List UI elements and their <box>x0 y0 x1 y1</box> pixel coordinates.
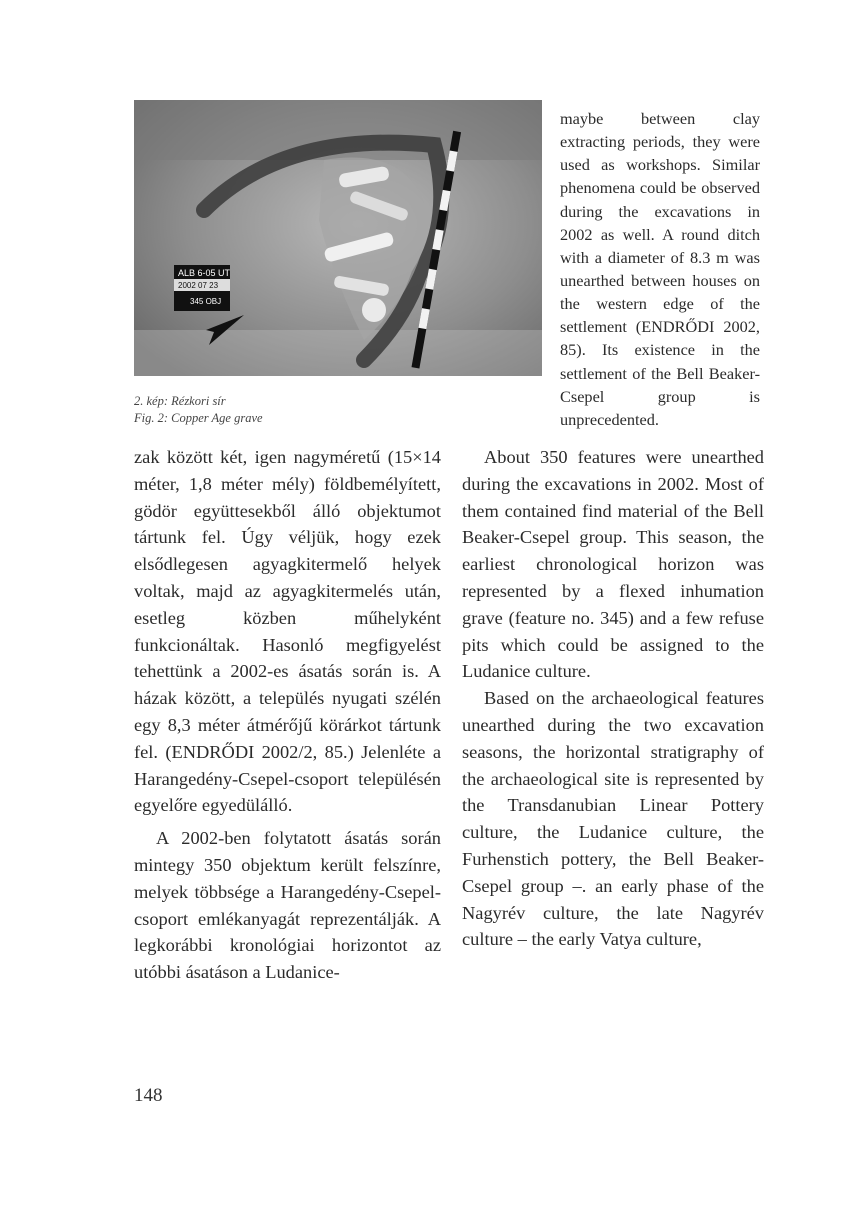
right-column-top <box>560 107 760 431</box>
sign-line-3: 345 OBJ <box>190 297 222 306</box>
sign-line-1: ALB 6-05 UT <box>178 268 231 278</box>
figure-caption-en: Fig. 2: Copper Age grave <box>134 411 263 425</box>
left-paragraph-1: zak között két, igen nagyméretű (15×14 méter, 1,8 méter mély) földbemélyített, gödör együttesekből álló objektumot tártunk fel. Úgy véljük, hogy ezek elsődlegesen agyagkitermelő helyek voltak, majd az agyagkitermelés után, esetleg közben műhelyként funkcionáltak. Hasonló megfigyelést tehettünk a 2002-es ásatás során is. A házak között, a település nyugati szélén egy 8,3 méter átmérőjű körárkot tártunk fel. (ENDRŐDI 2002/2, 85.) Jelenléte a Harangedény-Csepel-csoport településén egyelőre egyedülálló. <box>134 447 441 816</box>
grave-photo-illustration <box>134 100 542 376</box>
excavation-sign <box>174 265 231 311</box>
sign-line-2: 2002 07 23 <box>178 281 219 290</box>
left-paragraph-2: A 2002-ben folytatott ásatás során mintegy 350 objektum került felszínre, melyek többsége a Harangedény-Csepel-csoport emlékanyagát reprezentálják. A legkorábbi kronológiai horizontot az utóbbi ásatáson a Ludanice- <box>134 828 441 983</box>
right-paragraph-2: About 350 features were unearthed during the excavations in 2002. Most of them contained find material of the Bell Beaker-Csepel group. This season, the earliest chronological horizon was represented by a flexed inhumation grave (feature no. 345) and a few refuse pits which could be assigned to the Ludanice culture. <box>462 447 764 682</box>
right-column-bottom <box>462 444 764 953</box>
excavation-photo <box>134 100 542 376</box>
page-number: 148 <box>134 1085 163 1106</box>
left-column <box>134 444 441 986</box>
right-paragraph-3: Based on the archaeological features unearthed during the two excavation seasons, the horizontal stratigraphy of the archaeological site is represented by the Transdanubian Linear Pottery culture, the Ludanice culture, the Furhenstich pottery, the Bell Beaker-Csepel group –. an early phase of the Nagyrév culture, the late Nagyrév culture – the early Vatya culture, <box>462 688 764 950</box>
right-paragraph-1: maybe between clay extracting periods, they were used as workshops. Similar phenomena could be observed during the excavations in 2002 as well. A round ditch with a diameter of 8.3 m was unearthed between houses on the western edge of the settlement (ENDRŐDI 2002, 85). Its existence in the settlement of the Bell Beaker-Csepel group is unprecedented. <box>560 109 760 429</box>
figure-caption-hu: 2. kép: Rézkori sír <box>134 394 226 408</box>
